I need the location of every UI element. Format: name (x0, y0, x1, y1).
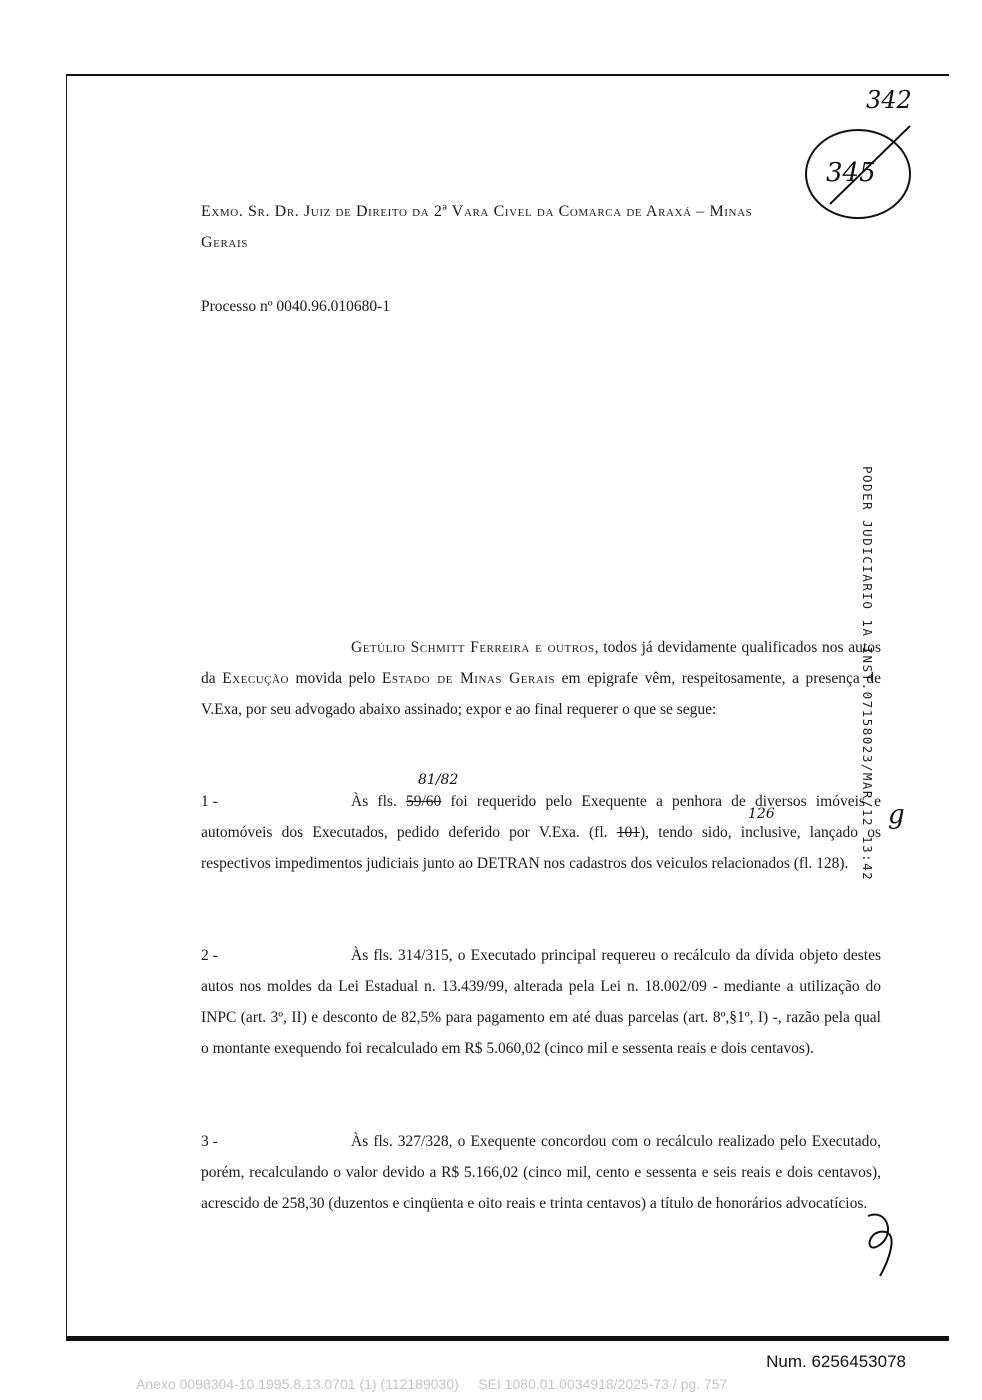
item-3-paragraph: 3 - Às fls. 327/328, o Exequente concordou com o recálculo realizado pelo Executado, porém, recalculando o valor devido a R$ 5.166,02 (cinco mil, cento e sessenta e seis reais e dois centavos), acrescido de 258,30 (duzentos e cinqüenta e oito reais e trinta centavos) a título de honorários advocatícios. (201, 1126, 881, 1219)
handwritten-ref-126: 126 (748, 806, 775, 822)
document-number: Num. 6256453078 (766, 1352, 906, 1371)
parties-name: Getúlio Schmitt Ferreira e outros (351, 639, 595, 656)
action-name: Execução (222, 670, 289, 687)
item-number: 2 - (201, 947, 218, 964)
item-number: 1 - (201, 793, 218, 810)
protocol-stamp: PODER JUDICIARIO 1A INST.07158023/MAR/12 13:42 (860, 466, 875, 882)
addressee-line-1: Exmo. Sr. Dr. Juiz de Direito da 2ª Vara Civel da Comarca de Araxá – Minas (201, 203, 753, 220)
handwritten-circle-number: 345 (826, 158, 876, 188)
handwritten-ref-81-82: 81/82 (418, 772, 459, 788)
addressee-line-2: Gerais (201, 234, 248, 251)
handwritten-initials (858, 1206, 902, 1286)
plaintiff-name: Estado de Minas Gerais (381, 670, 556, 687)
item-number: 3 - (201, 1133, 218, 1150)
struck-reference: 59/60 (406, 793, 442, 810)
item-2-paragraph: 2 - Às fls. 314/315, o Executado principal requereu o recálculo da dívida objeto destes autos nos moldes da Lei Estadual n. 13.439/99, alterada pela Lei n. 18.002/09 - mediante a utilização do INPC (art. 3º, II) e desconto de 82,5% para pagamento em até duas parcelas (art. 8º,§1º, I) -, razão pela qual o montante exequendo foi recalculado em R$ 5.060,02 (cinco mil e sessenta reais e dois centavos). (201, 940, 881, 1064)
intro-paragraph: Getúlio Schmitt Ferreira e outros, todos já devidamente qualificados nos autos da Execução movida pelo Estado de Minas Gerais em epigrafe vêm, respeitosamente, a presença de V.Exa, por seu advogado abaixo assinado; expor e ao final requerer o que se segue: (201, 639, 882, 718)
handwritten-side-mark: g (888, 800, 905, 830)
item-1-paragraph: 1 - Às fls. 59/60 foi requerido pelo Exequente a penhora de diversos imóveis e automóveis dos Executados, pedido deferido por V.Exa. (fl. 101), tendo sido, inclusive, lançado os respectivos impedimentos judiciais junto ao DETRAN nos cadastros dos veiculos relacionados (fl. 128). (201, 786, 881, 879)
process-number: Processo nº 0040.96.010680-1 (201, 298, 391, 315)
handwritten-page-number: 342 (866, 86, 912, 114)
footer-reference: Anexo 0098304-10.1995.8.13.0701 (1) (112189030) SEI 1080.01.0034918/2025-73 / pg. 757 (136, 1376, 728, 1392)
struck-reference-2: 101 (616, 824, 640, 841)
